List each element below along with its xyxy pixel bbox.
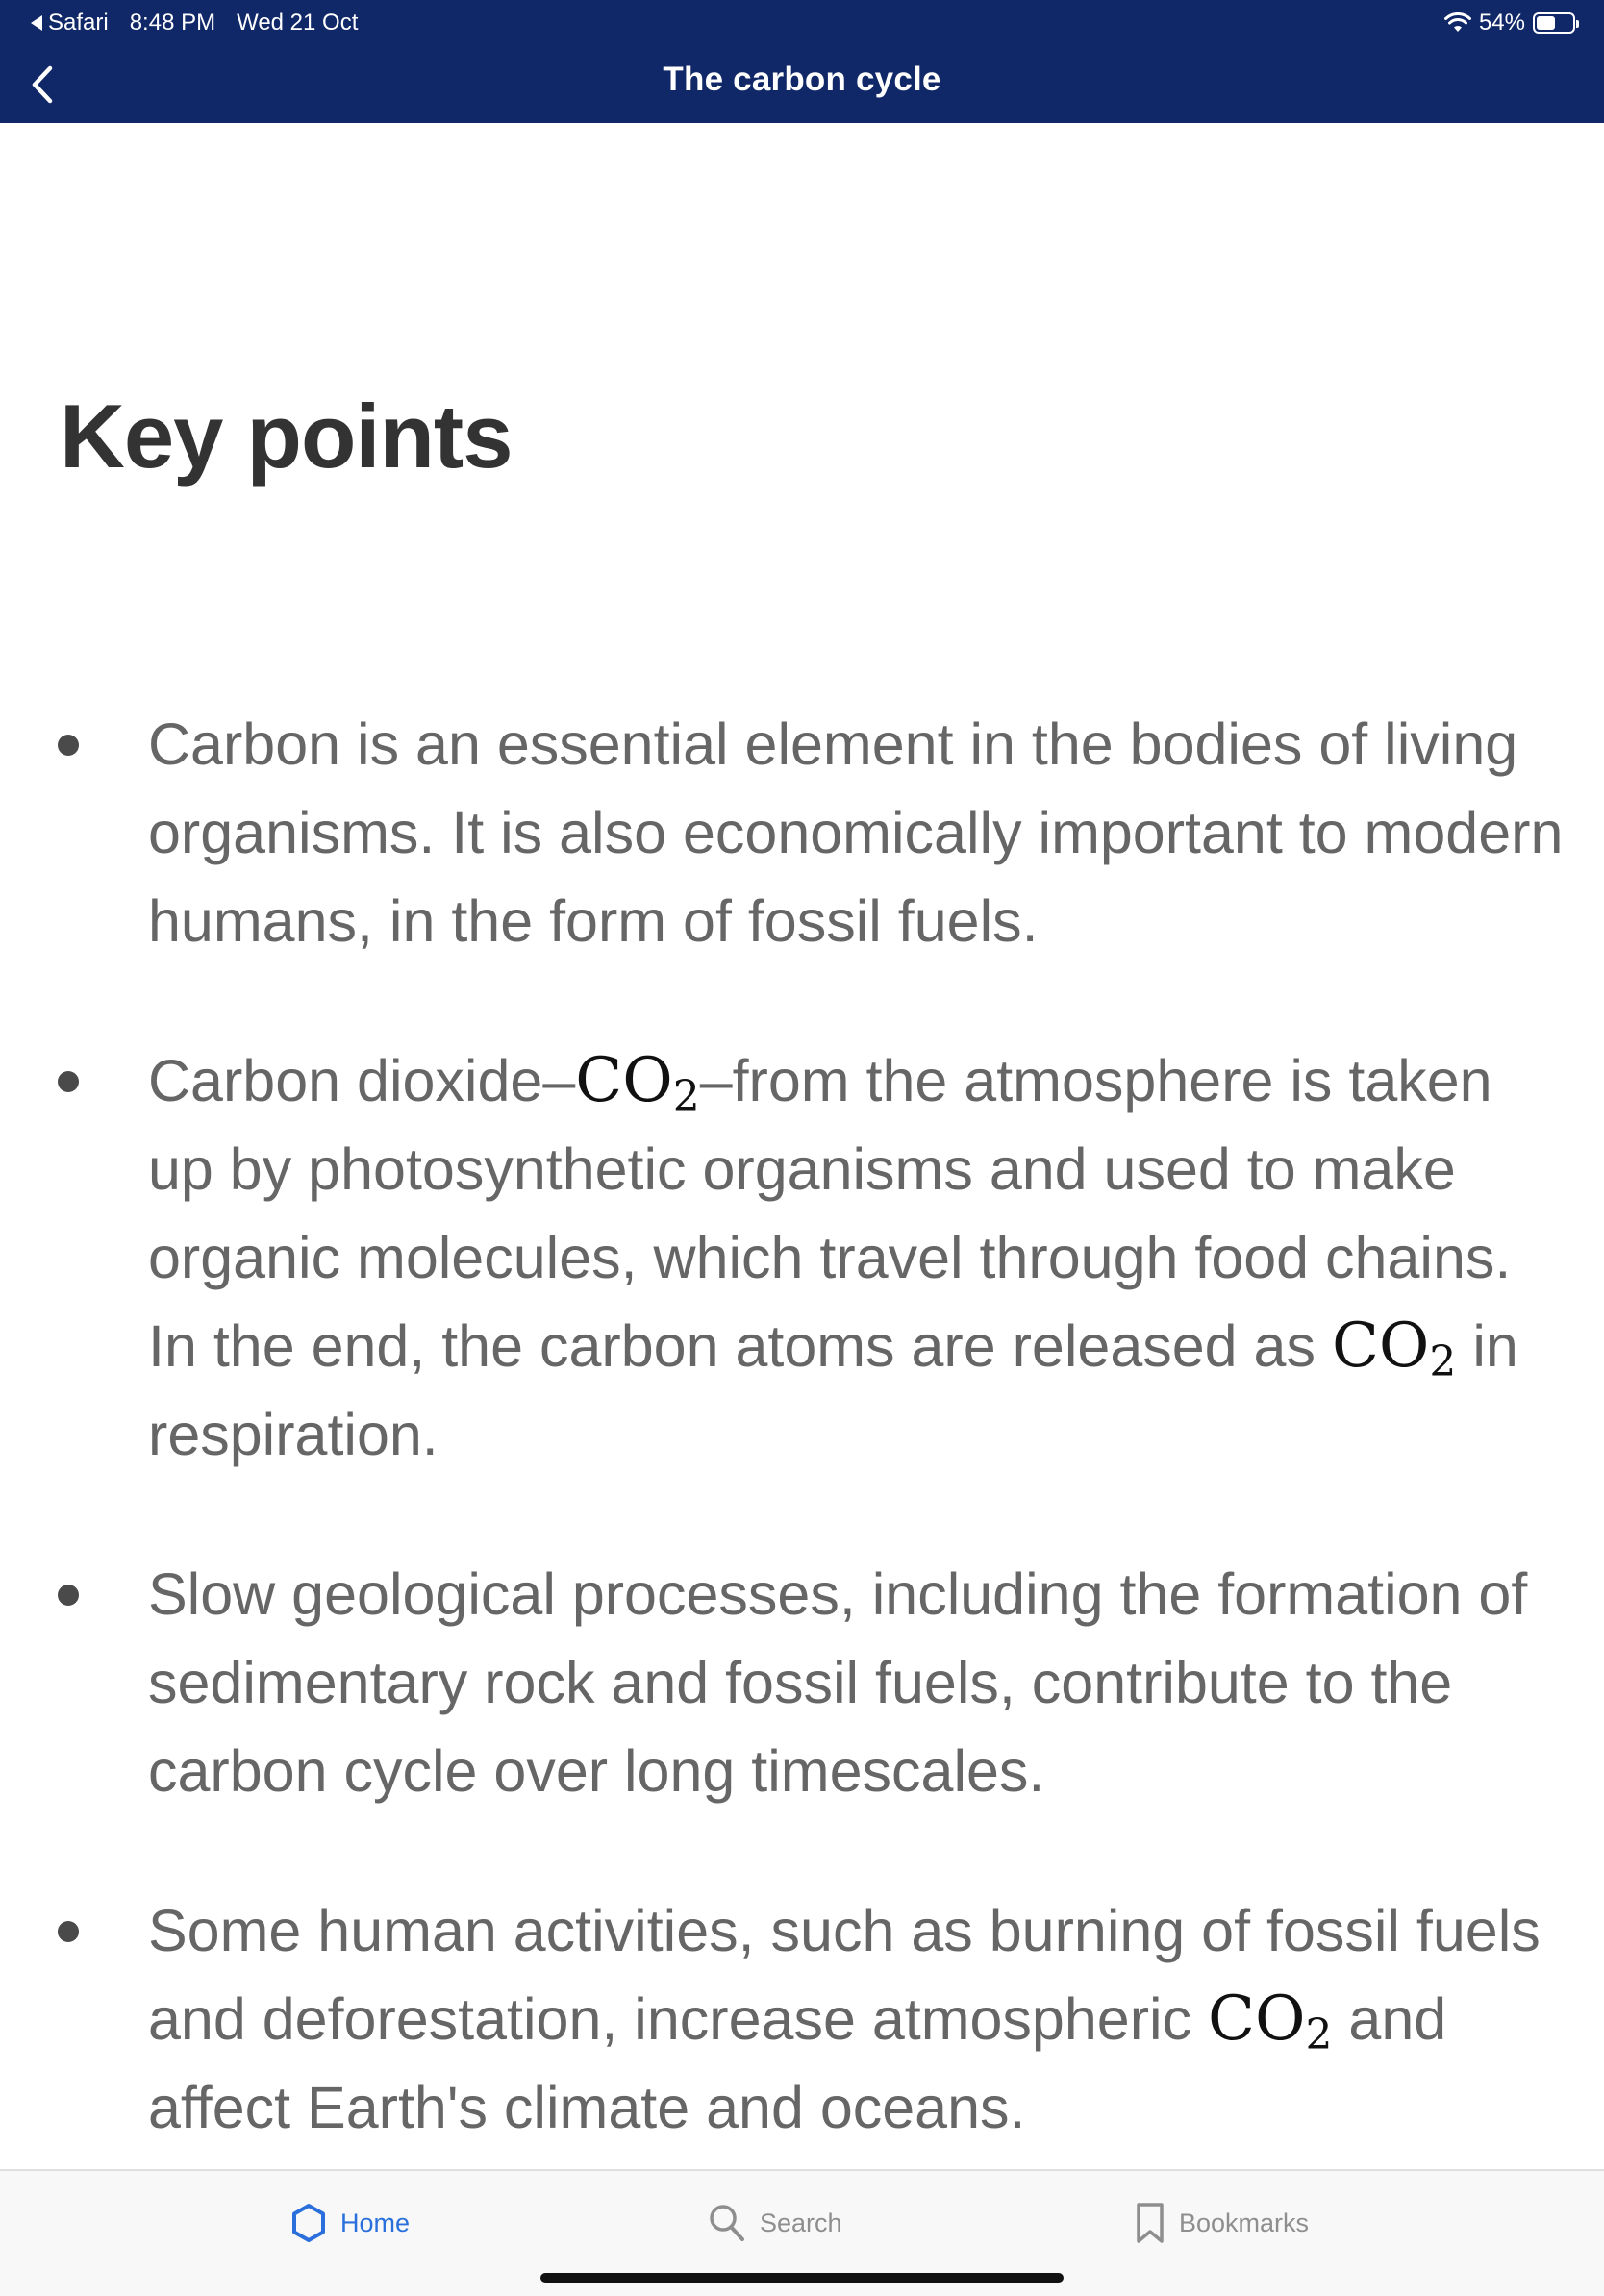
bullet-dot xyxy=(58,1921,79,1942)
search-icon xyxy=(708,2203,746,2243)
bullet-dot xyxy=(58,735,79,756)
formula-base: CO xyxy=(1208,1984,1306,2055)
status-right xyxy=(1444,0,1575,46)
list-item xyxy=(0,1886,1604,2152)
tab-bookmarks[interactable] xyxy=(1135,2196,1309,2250)
co2-formula xyxy=(1331,1310,1457,1386)
hexagon-icon xyxy=(290,2203,327,2243)
list-item xyxy=(0,1036,1604,1479)
bullet-text-part: in respiration. xyxy=(148,1313,1518,1467)
page-title: The carbon cycle xyxy=(663,61,941,98)
status-left xyxy=(31,0,358,46)
battery-icon xyxy=(1533,12,1575,34)
key-points-heading: Key points xyxy=(60,386,513,487)
formula-base: CO xyxy=(575,1045,673,1116)
back-app-label: Safari xyxy=(48,10,109,36)
top-bar xyxy=(0,0,1604,123)
tab-home-label: Home xyxy=(340,2208,411,2237)
formula-subscript: 2 xyxy=(672,1072,700,1121)
wifi-icon xyxy=(1444,12,1471,34)
status-date: Wed 21 Oct xyxy=(237,10,359,36)
list-item xyxy=(0,700,1604,965)
status-bar xyxy=(0,0,1604,46)
tab-bookmarks-label: Bookmarks xyxy=(1179,2208,1310,2237)
status-time: 8:48 PM xyxy=(129,10,216,36)
formula-subscript: 2 xyxy=(1429,1337,1457,1386)
list-item xyxy=(0,1550,1604,1815)
home-indicator[interactable] xyxy=(540,2273,1064,2283)
bullet-text-part: and affect Earth's climate and oceans. xyxy=(148,1986,1447,2140)
key-points-list xyxy=(0,700,1604,2223)
tab-home[interactable] xyxy=(290,2196,410,2250)
nav-bar xyxy=(0,46,1604,123)
bullet-dot xyxy=(58,1071,79,1092)
back-triangle-icon xyxy=(31,15,42,31)
back-to-app-link[interactable] xyxy=(31,0,109,46)
bullet-text: Slow geological processes, including the formation of sedimentary rock and fossil fuels, contribute to the carbon cycle over long timescales. xyxy=(148,1561,1528,1804)
tab-search-label: Search xyxy=(760,2208,842,2237)
bullet-text-part: Carbon dioxide– xyxy=(148,1048,576,1113)
battery-percent: 54% xyxy=(1478,10,1525,36)
bullet-text: Carbon is an essential element in the bodies of living organisms. It is also economically important to modern humans, in the form of fossil fuels. xyxy=(148,711,1564,954)
co2-formula xyxy=(575,1045,700,1121)
bullet-text-part: Some human activities, such as burning of fossil fuels and deforestation, increase atmospheric xyxy=(148,1898,1541,2052)
tab-search[interactable] xyxy=(708,2196,842,2250)
battery-fill xyxy=(1537,16,1555,30)
bullet-text-part: –from the atmosphere is taken up by photosynthetic organisms and used to make organic molecules, which travel through food chains. In the end, the carbon atoms are released as xyxy=(148,1048,1512,1379)
bullet-dot xyxy=(58,1585,79,1606)
formula-base: CO xyxy=(1331,1310,1430,1382)
co2-formula xyxy=(1208,1984,1333,2059)
formula-subscript: 2 xyxy=(1305,2010,1333,2059)
bookmark-icon xyxy=(1135,2202,1165,2244)
